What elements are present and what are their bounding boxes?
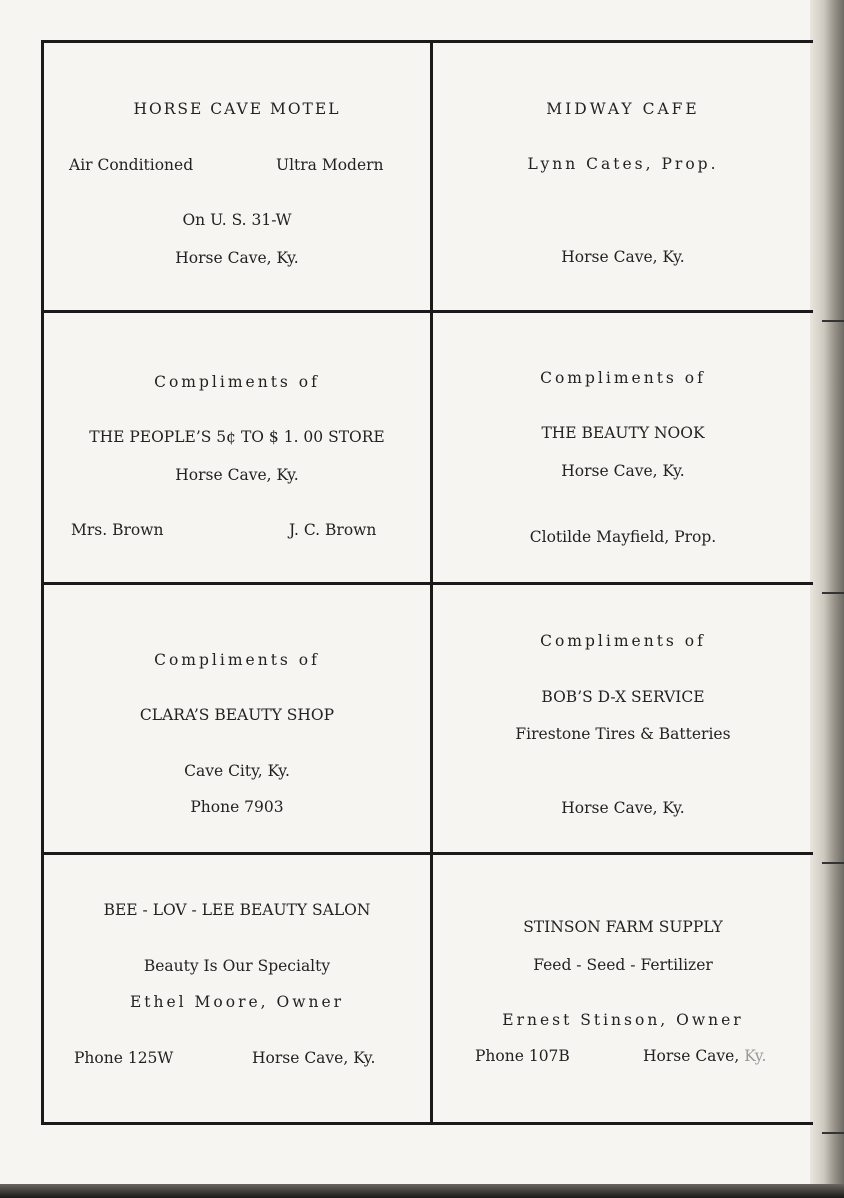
business-name: MIDWAY CAFE (546, 100, 700, 118)
ad-stinson-farm-supply (433, 855, 813, 1125)
location: Horse Cave, Ky. (643, 1047, 767, 1065)
ad-grid (41, 40, 813, 1125)
compliments-header: Compliments of (540, 632, 706, 650)
location: Horse Cave, Ky. (252, 1049, 376, 1067)
feature-right: Ultra Modern (276, 156, 384, 174)
person-left: Mrs. Brown (71, 521, 164, 539)
business-name: THE PEOPLE’S 5¢ TO $ 1. 00 STORE (89, 428, 385, 446)
business-name: HORSE CAVE MOTEL (133, 100, 341, 118)
proprietor: Clotilde Mayfield, Prop. (529, 528, 717, 546)
business-name: BOB’S D-X SERVICE (541, 688, 705, 706)
location: Horse Cave, Ky. (175, 466, 299, 484)
page-binding-edge (810, 0, 844, 1198)
tagline: Beauty Is Our Specialty (143, 957, 331, 975)
business-name: CLARA’S BEAUTY SHOP (139, 706, 335, 724)
phone: Phone 107B (475, 1047, 570, 1065)
compliments-header: Compliments of (154, 651, 320, 669)
route: On U. S. 31-W (182, 211, 292, 229)
location: Horse Cave, Ky. (561, 462, 685, 480)
ad-midway-cafe (433, 43, 813, 310)
ad-horse-cave-motel (44, 43, 430, 310)
ad-bee-lov-lee-salon (44, 855, 430, 1125)
location: Horse Cave, Ky. (561, 248, 685, 266)
business-name: STINSON FARM SUPPLY (523, 918, 723, 936)
page-bottom-edge (0, 1184, 844, 1198)
feature-left: Air Conditioned (69, 156, 194, 174)
ad-peoples-store (44, 313, 430, 582)
location: Horse Cave, Ky. (175, 249, 299, 267)
location: Cave City, Ky. (184, 762, 290, 780)
compliments-header: Compliments of (540, 369, 706, 387)
person-right: J. C. Brown (289, 521, 377, 539)
business-name: BEE - LOV - LEE BEAUTY SALON (103, 901, 371, 919)
ad-claras-beauty-shop (44, 585, 430, 852)
owner: Ernest Stinson, Owner (502, 1011, 744, 1029)
tagline: Firestone Tires & Batteries (515, 725, 731, 743)
phone: Phone 7903 (190, 798, 284, 816)
ad-bobs-dx-service (433, 585, 813, 852)
ad-beauty-nook (433, 313, 813, 582)
owner: Ethel Moore, Owner (129, 993, 345, 1011)
tagline: Feed - Seed - Fertilizer (533, 956, 713, 974)
proprietor: Lynn Cates, Prop. (527, 155, 719, 173)
phone: Phone 125W (74, 1049, 174, 1067)
business-name: THE BEAUTY NOOK (541, 424, 705, 442)
compliments-header: Compliments of (154, 373, 320, 391)
location: Horse Cave, Ky. (561, 799, 685, 817)
